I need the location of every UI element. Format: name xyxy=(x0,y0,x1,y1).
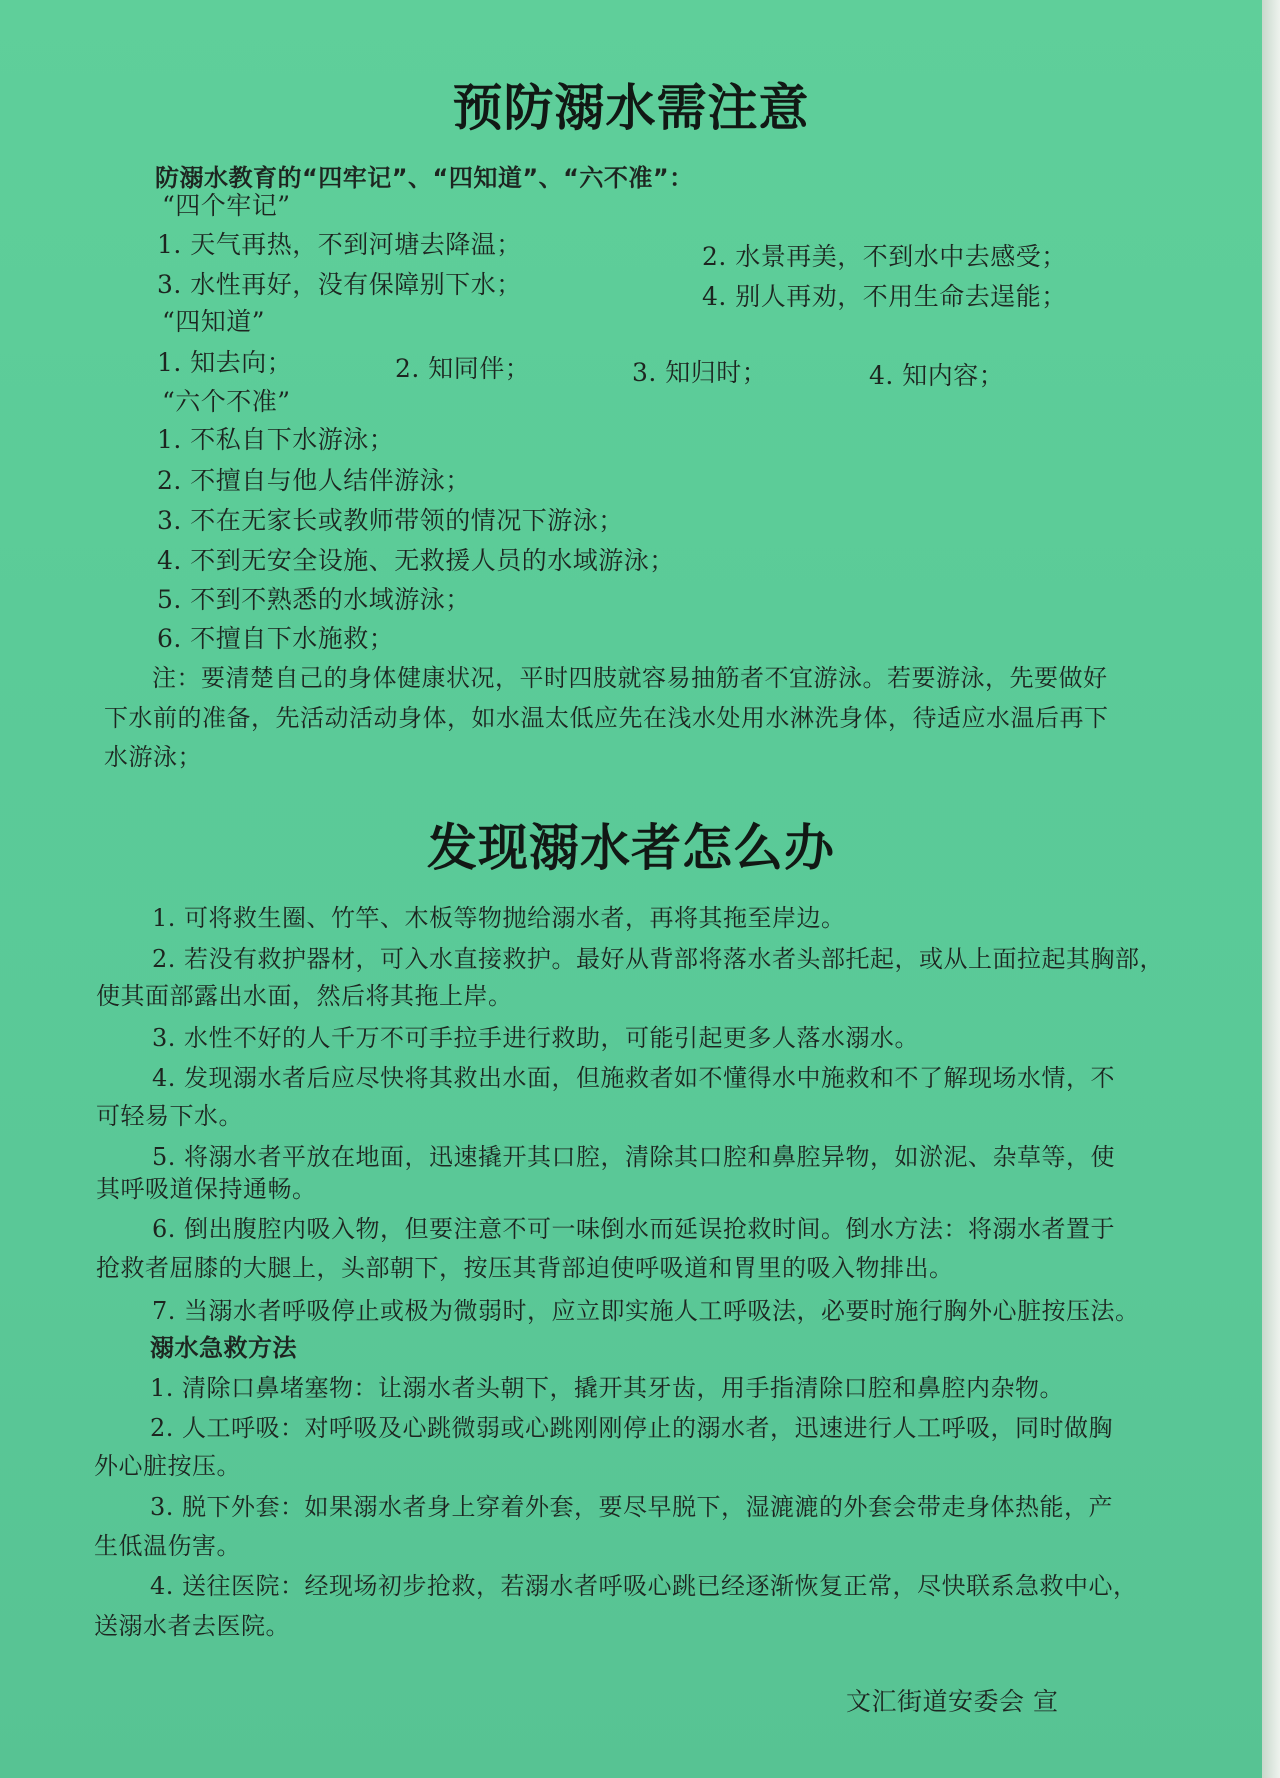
firstaid-line: 送溺水者去医院。 xyxy=(94,1612,290,1640)
four-know-heading: “四知道” xyxy=(162,307,266,336)
section2-title: 发现溺水者怎么办 xyxy=(427,818,835,877)
four-know-item: 3. 知归时； xyxy=(632,358,768,387)
four-know-item: 2. 知同伴； xyxy=(395,354,531,383)
section1-intro: 防溺水教育的“四牢记”、“四知道”、“六不准”： xyxy=(155,164,694,192)
rescue-line: 使其面部露出水面，然后将其拖上岸。 xyxy=(96,982,513,1010)
six-not-item: 1. 不私自下水游泳； xyxy=(157,425,395,454)
firstaid-line: 2. 人工呼吸：对呼吸及心跳微弱或心跳刚刚停止的溺水者，迅速进行人工呼吸，同时做胸 xyxy=(150,1414,1114,1442)
rescue-line: 5. 将溺水者平放在地面，迅速撬开其口腔，清除其口腔和鼻腔异物，如淤泥、杂草等，使 xyxy=(152,1143,1116,1171)
firstaid-line: 4. 送往医院：经现场初步抢救，若溺水者呼吸心跳已经逐渐恢复正常，尽快联系急救中心， xyxy=(150,1572,1138,1600)
rescue-line: 其呼吸道保持通畅。 xyxy=(96,1175,317,1203)
page-edge xyxy=(1262,0,1280,1778)
section1-title: 预防溺水需注意 xyxy=(452,78,810,137)
four-remember-item: 2. 水景再美，不到水中去感受； xyxy=(702,242,1067,271)
rescue-line: 1. 可将救生圈、竹竿、木板等物抛给溺水者，再将其拖至岸边。 xyxy=(152,904,846,932)
four-remember-heading: “四个牢记” xyxy=(162,191,291,220)
four-know-item: 1. 知去向； xyxy=(157,348,293,377)
four-remember-item: 1. 天气再热，不到河塘去降温； xyxy=(157,230,522,259)
rescue-line: 3. 水性不好的人千万不可手拉手进行救助，可能引起更多人落水溺水。 xyxy=(152,1024,920,1052)
rescue-line: 6. 倒出腹腔内吸入物，但要注意不可一味倒水而延误抢救时间。倒水方法：将溺水者置于 xyxy=(152,1215,1116,1243)
note-line: 注：要清楚自己的身体健康状况，平时四肢就容易抽筋者不宜游泳。若要游泳，先要做好 xyxy=(152,664,1108,692)
six-not-item: 2. 不擅自与他人结伴游泳； xyxy=(157,466,471,495)
note-line: 水游泳； xyxy=(104,743,202,771)
rescue-line: 4. 发现溺水者后应尽快将其救出水面，但施救者如不懂得水中施救和不了解现场水情，不 xyxy=(152,1064,1116,1092)
four-remember-item: 4. 别人再劝，不用生命去逞能； xyxy=(702,282,1067,311)
firstaid-line: 外心脏按压。 xyxy=(94,1452,241,1480)
four-remember-item: 3. 水性再好，没有保障别下水； xyxy=(157,270,522,299)
firstaid-heading: 溺水急救方法 xyxy=(150,1334,297,1362)
four-know-item: 4. 知内容； xyxy=(869,361,1005,390)
six-not-item: 6. 不擅自下水施救； xyxy=(157,624,395,653)
six-not-item: 5. 不到不熟悉的水域游泳； xyxy=(157,585,471,614)
firstaid-line: 3. 脱下外套：如果溺水者身上穿着外套，要尽早脱下，湿漉漉的外套会带走身体热能，产 xyxy=(150,1493,1114,1521)
firstaid-line: 生低温伤害。 xyxy=(94,1532,241,1560)
six-not-heading: “六个不准” xyxy=(162,387,291,416)
rescue-line: 7. 当溺水者呼吸停止或极为微弱时，应立即实施人工呼吸法，必要时施行胸外心脏按压法。 xyxy=(152,1297,1140,1325)
rescue-line: 2. 若没有救护器材，可入水直接救护。最好从背部将落水者头部托起，或从上面拉起其胸部， xyxy=(152,945,1165,973)
rescue-line: 抢救者屈膝的大腿上，头部朝下，按压其背部迫使呼吸道和胃里的吸入物排出。 xyxy=(96,1254,954,1282)
footer-signature: 文汇街道安委会 宣 xyxy=(846,1687,1059,1716)
six-not-item: 4. 不到无安全设施、无救援人员的水域游泳； xyxy=(157,546,675,575)
note-line: 下水前的准备，先活动活动身体，如水温太低应先在浅水处用水淋洗身体，待适应水温后再下 xyxy=(104,704,1109,732)
firstaid-line: 1. 清除口鼻堵塞物：让溺水者头朝下，撬开其牙齿，用手指清除口腔和鼻腔内杂物。 xyxy=(150,1374,1065,1402)
six-not-item: 3. 不在无家长或教师带领的情况下游泳； xyxy=(157,506,624,535)
rescue-line: 可轻易下水。 xyxy=(96,1102,243,1130)
